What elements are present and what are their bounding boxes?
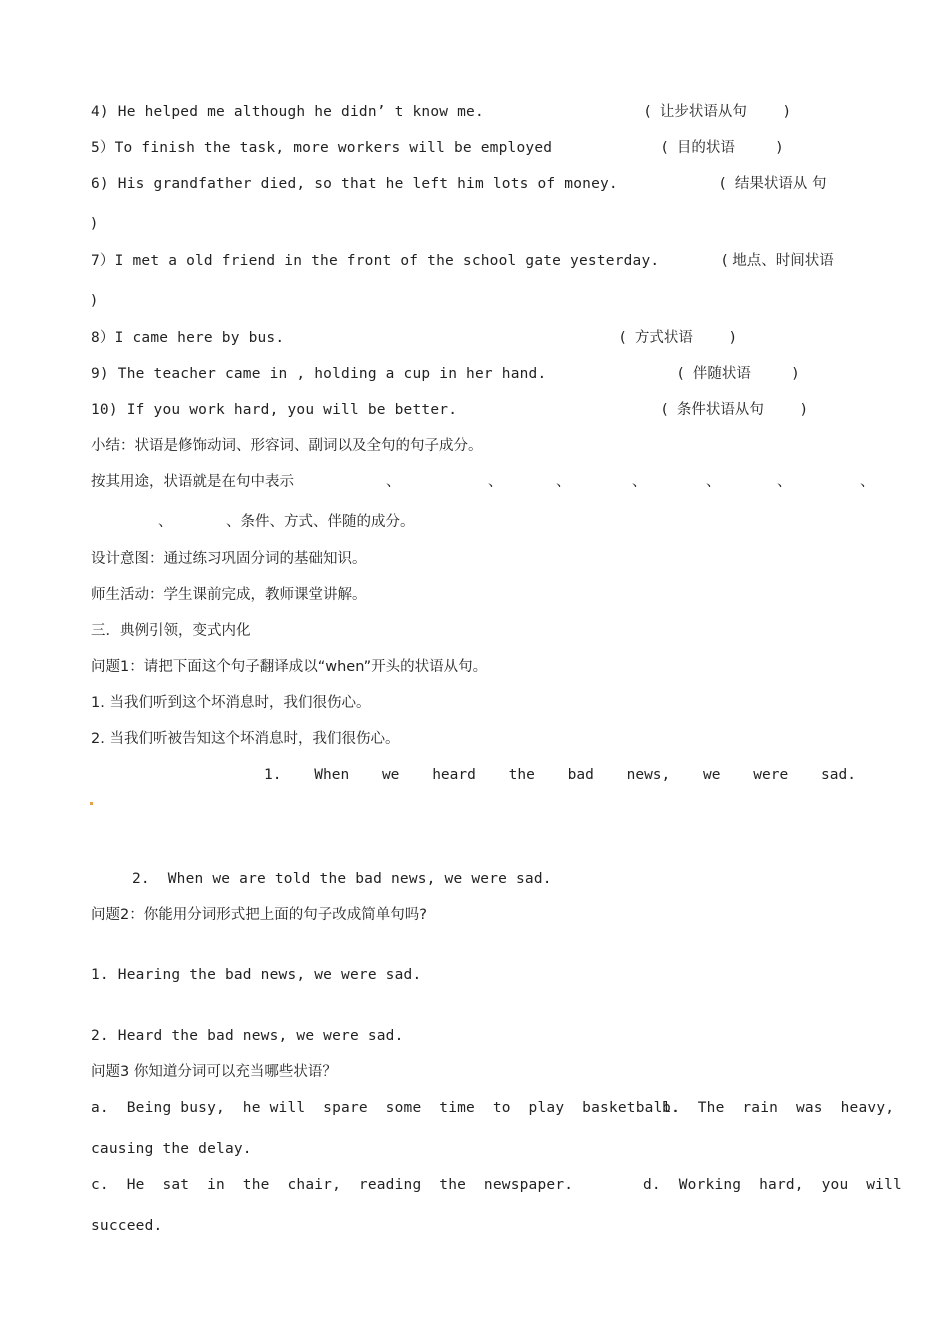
blank-separator: 、 — [158, 514, 173, 530]
example-7-tag-close: ) — [91, 293, 97, 309]
blank-separator: 、 — [556, 474, 571, 490]
answer-word: bad — [567, 767, 594, 783]
example-7: 7）I met a old friend in the front of the school gate yesterday. — [91, 253, 660, 269]
summary-line3-tail: 、条件、方式、伴随的成分。 — [226, 514, 415, 530]
answer-word: we — [703, 767, 721, 783]
question-3-example-d: d. Working hard, you will — [643, 1177, 902, 1193]
question-3-example-d-cont: succeed. — [91, 1218, 163, 1234]
summary-line1: 小结：状语是修饰动词、形容词、副词以及全句的句子成分。 — [91, 438, 483, 454]
example-6-tag-close: ) — [91, 216, 97, 232]
design-intent: 设计意图：通过练习巩固分词的基础知识。 — [91, 551, 367, 567]
example-7-tag: ( 地点、时间状语 — [722, 253, 834, 269]
question-3-example-b: b. The rain was heavy, — [662, 1100, 895, 1116]
example-5: 5）To finish the task, more workers will be employed — [91, 140, 553, 156]
blank-separator: 、 — [706, 474, 721, 490]
question-1-answer-1 — [264, 765, 856, 785]
answer-word: were — [753, 767, 789, 783]
answer-word: 1. — [264, 767, 282, 783]
question-1-title: 问题1：请把下面这个句子翻译成以“when”开头的状语从句。 — [91, 659, 488, 675]
example-9-tag: ( 伴随状语 ) — [678, 366, 799, 382]
question-1-item-1: 1. 当我们听到这个坏消息时，我们很伤心。 — [91, 695, 371, 711]
example-9: 9) The teacher came in , holding a cup in her hand. — [91, 366, 547, 382]
example-6-tag: ( 结果状语从 句 — [720, 176, 827, 192]
example-4-tag: ( 让步状语从句 ) — [645, 104, 790, 120]
stray-mark — [90, 802, 93, 805]
answer-word: sad. — [821, 767, 856, 783]
example-6: 6) His grandfather died, so that he left him lots of money. — [91, 176, 618, 192]
blank-separator: 、 — [860, 474, 875, 490]
question-3-title: 问题3 你知道分词可以充当哪些状语？ — [91, 1064, 337, 1080]
question-3-example-b-cont: causing the delay. — [91, 1141, 252, 1157]
question-2-answer-1: 1. Hearing the bad news, we were sad. — [91, 967, 422, 983]
section-heading: 三．典例引领，变式内化 — [91, 623, 251, 639]
answer-word: heard — [432, 767, 476, 783]
answer-word: the — [508, 767, 535, 783]
example-5-tag: ( 目的状语 ) — [662, 140, 783, 156]
answer-word: news, — [626, 767, 671, 783]
blank-separator: 、 — [777, 474, 792, 490]
question-2-answer-2: 2. Heard the bad news, we were sad. — [91, 1028, 404, 1044]
question-2-title: 问题2：你能用分词形式把上面的句子改成简单句吗? — [91, 907, 427, 923]
blank-separator: 、 — [632, 474, 647, 490]
question-3-example-a: a. Being busy, he will spare some time to play basketball. — [91, 1100, 681, 1116]
example-8: 8）I came here by bus. — [91, 330, 285, 346]
example-4: 4) He helped me although he didn’ t know me. — [91, 104, 484, 120]
teacher-student-activity: 师生活动：学生课前完成，教师课堂讲解。 — [91, 587, 367, 603]
example-10: 10) If you work hard, you will be better. — [91, 402, 458, 418]
blank-separator: 、 — [386, 474, 401, 490]
question-1-item-2: 2. 当我们听被告知这个坏消息时，我们很伤心。 — [91, 731, 400, 747]
question-3-example-c: c. He sat in the chair, reading the newspaper. — [91, 1177, 574, 1193]
answer-word: When — [314, 767, 350, 783]
example-8-tag: ( 方式状语 ) — [620, 330, 736, 346]
question-1-answer-2: 2. When we are told the bad news, we were sad. — [132, 871, 552, 887]
summary-line2-lead: 按其用途，状语就是在句中表示 — [91, 474, 294, 490]
answer-word: we — [381, 767, 400, 783]
example-10-tag: ( 条件状语从句 ) — [662, 402, 807, 418]
blank-separator: 、 — [488, 474, 503, 490]
